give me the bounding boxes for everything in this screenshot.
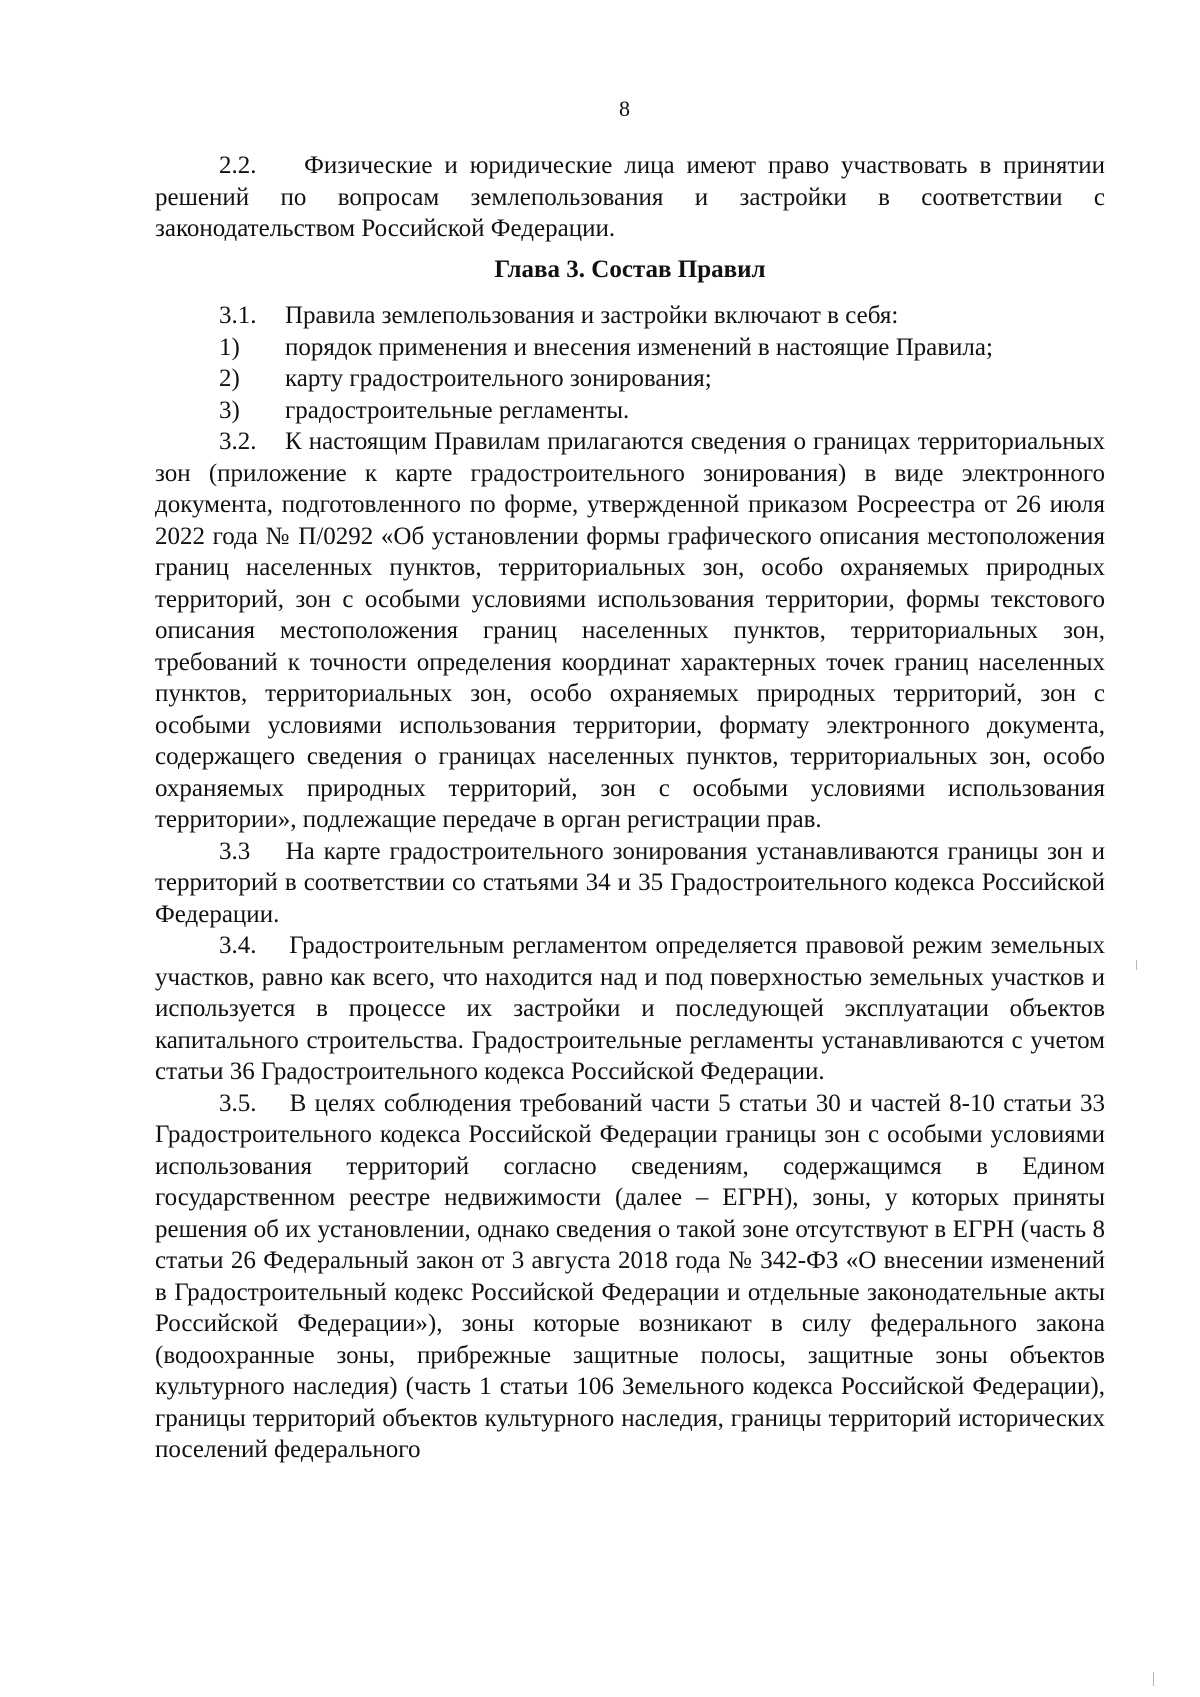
paragraph-3-1 bbox=[155, 300, 1105, 332]
list-item-number: 2) bbox=[219, 365, 240, 392]
list-item-text: порядок применения и внесения изменений в настоящие Правила; bbox=[285, 333, 993, 361]
paragraph-number: 3.1. bbox=[219, 302, 257, 329]
document-body bbox=[155, 150, 1105, 1466]
list-item bbox=[155, 332, 1105, 364]
chapter-title: Глава 3. Состав Правил bbox=[494, 255, 766, 283]
scan-artifact bbox=[1136, 960, 1137, 970]
paragraph-number: 3.3 bbox=[219, 837, 251, 865]
list-item-number: 3) bbox=[219, 396, 240, 424]
paragraph-3-4 bbox=[155, 930, 1105, 1088]
list-item-text: градостроительные регламенты. bbox=[285, 396, 630, 424]
list-item bbox=[155, 363, 1105, 395]
list-item bbox=[155, 395, 1105, 427]
paragraph-text: Градостроительным регламентом определяется правовой режим земельных участков, равно как всего, что находится над и под поверхностью земельных участков и используется в процессе их застройки и последующей эксплуатации объектов капитального строительства. Градостроительные регламенты устанавливаются с учетом статьи 36 Градостроительного кодекса Российской Федерации. bbox=[155, 932, 1106, 1085]
paragraph-number: 3.2. bbox=[219, 428, 257, 455]
paragraph-text: Правила землепользования и застройки включают в себя: bbox=[285, 302, 899, 329]
paragraph-3-5 bbox=[155, 1088, 1105, 1466]
paragraph-number: 3.5. bbox=[219, 1089, 257, 1117]
page-number: 8 bbox=[619, 96, 630, 121]
paragraph-text: В целях соблюдения требований части 5 статьи 30 и частей 8-10 статьи 33 Градостроительного кодекса Российской Федерации границы зон с особыми условиями использования территорий согласно сведениям, содержащимся в Едином государственном реестре недвижимости (далее – ЕГРН), зоны, у которых приняты решения об их установлении, однако сведения о такой зоне отсутствуют в ЕГРН (часть 8 статьи 26 Федеральный закон от 3 августа 2018 года № 342-ФЗ «О внесении изменений в Градостроительный кодекс Российской Федерации и отдельные законодательные акты Российской Федерации»), зоны которые возникают в силу федерального закона (водоохранные зоны, прибрежные защитные полосы, защитные зоны объектов культурного наследия) (часть 1 статьи 106 Земельного кодекса Российской Федерации), границы территорий объектов культурного наследия, границы территорий исторических поселений федерального bbox=[155, 1089, 1105, 1463]
list-item-text: карту градостроительного зонирования; bbox=[285, 365, 712, 392]
paragraph-2-2 bbox=[155, 150, 1105, 245]
paragraph-text: На карте градостроительного зонирования устанавливаются границы зон и территорий в соответствии со статьями 34 и 35 Градостроительного кодекса Российской Федерации. bbox=[155, 837, 1105, 928]
scan-artifact bbox=[1153, 1672, 1154, 1686]
paragraph-3-2 bbox=[155, 426, 1105, 836]
paragraph-text: К настоящим Правилам прилагаются сведения о границах территориальных зон (приложение к карте градостроительного зонирования) в виде электронного документа, подготовленного по форме, утвержденной приказом Росреестра от 26 июля 2022 года № П/0292 «Об установлении формы графического описания местоположения границ населенных пунктов, территориальных зон, особо охраняемых природных территорий, зон с особыми условиями использования территории, формы текстового описания местоположения границ населенных пунктов, территориальных зон, требований к точности определения координат характерных точек границ населенных пунктов, территориальных зон, особо охраняемых природных территорий, зон с особыми условиями использования территории, формату электронного документа, содержащего сведения о границах населенных пунктов, территориальных зон, особо охраняемых природных территорий, зон с особыми условиями использования территории», подлежащие передаче в орган регистрации прав. bbox=[155, 428, 1106, 833]
paragraph-number: 2.2. bbox=[219, 152, 257, 179]
list-item-number: 1) bbox=[219, 333, 240, 361]
paragraph-3-3 bbox=[155, 836, 1105, 931]
paragraph-number: 3.4. bbox=[219, 932, 257, 959]
paragraph-text: Физические и юридические лица имеют право участвовать в принятии решений по вопросам землепользования и застройки в соответствии с законодательством Российской Федерации. bbox=[155, 152, 1106, 242]
